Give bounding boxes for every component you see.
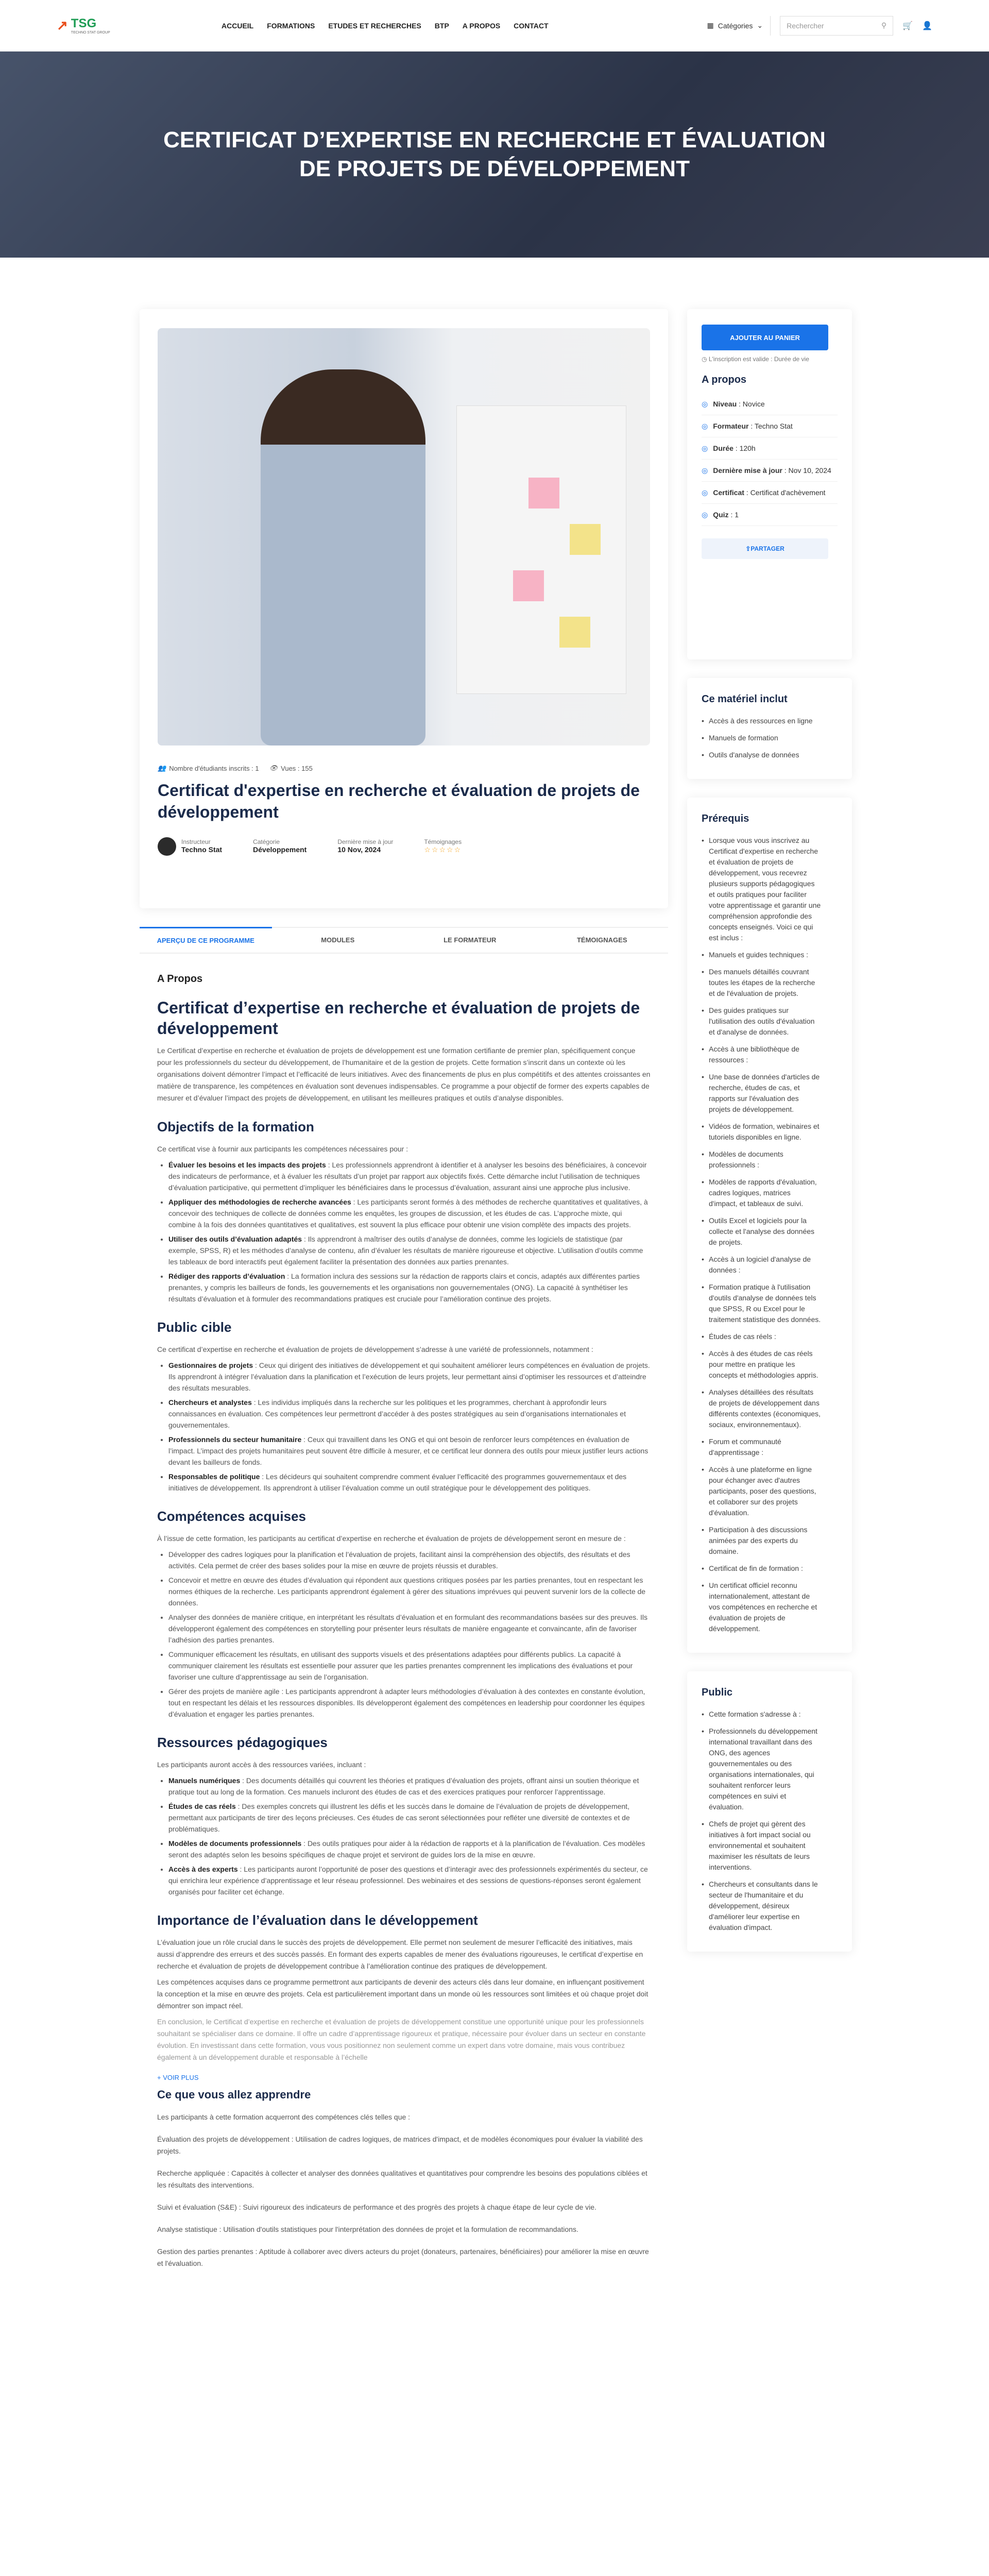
overview-content [140, 954, 668, 2290]
list-item: • Accès à des études de cas réels pour mettre en pratique les concepts et méthodologies appris. [702, 1345, 821, 1384]
list-item: • Chercheurs et consultants dans le secteur de l'humanitaire et du développement, désireux d'améliorer leur expertise en évaluation d'impact. [702, 1876, 821, 1936]
search-input[interactable] [780, 16, 893, 36]
list-item: • Accès à un logiciel d'analyse de données : [702, 1251, 821, 1279]
about-list [702, 393, 838, 526]
clock-icon: ◎ [702, 444, 708, 452]
nav-apropos[interactable]: A PROPOS [462, 21, 501, 30]
learn-item: Gestion des parties prenantes : Aptitude à collaborer avec divers acteurs du projet (donateurs, partenaires, bénéficiaires) pour améliorer la mise en œuvre et l'évaluation. [157, 2247, 649, 2267]
public-list [157, 1360, 651, 1494]
nav-formations[interactable]: FORMATIONS [267, 21, 315, 30]
list-item: • Analyses détaillées des résultats de projets de développement dans différents contextes (économiques, sociaux, environnementaux). [702, 1384, 821, 1433]
categories-label: Catégories [718, 21, 753, 30]
resources-heading: Ressources pédagogiques [157, 1735, 328, 1750]
sticky-note [528, 478, 559, 509]
learn-item: Évaluation des projets de développement : Utilisation de cadres logiques, de matrices d'impact, et de modèles économiques pour évaluer la viabilité des projets. [157, 2135, 643, 2155]
plus-icon: + [157, 2074, 163, 2081]
list-item: • Évaluer les besoins et les impacts des projets : Les professionnels apprendront à identifier et à analyser les besoins des bénéficiaires, à concevoir des indicateurs de performance, et à évaluer les résultats d’un projet par rapport aux objectifs fixés. Cette démarche inclut l’utilisation de techniques d’évaluation participative, qui permettent d’impliquer les bénéficiaires dans le processus d’évaluation, assurant ainsi une approche plus inclusive. [168, 1159, 651, 1193]
add-to-cart-button[interactable]: AJOUTER AU PANIER [702, 325, 828, 350]
resources-intro: Les participants auront accès à des ressources variées, incluant : [157, 1760, 366, 1769]
sticky-note [570, 524, 601, 555]
overview-title: Certificat d’expertise en recherche et évaluation de projets de développement [157, 998, 640, 1038]
updated-value: 10 Nov, 2024 [337, 845, 381, 854]
list-item: • Développer des cadres logiques pour la planification et l’évaluation de projets, facilitant ainsi la compréhension des objectifs, des résultats et des activités. Cela permet de créer des bases solides pour la mise en œuvre de projets réussis et durables. [168, 1549, 651, 1571]
purchase-card [687, 309, 852, 659]
users-icon: 👥 [158, 764, 166, 772]
prereq-heading: Prérequis [702, 813, 749, 824]
presenter-figure [261, 369, 425, 745]
learn-item: Recherche appliquée : Capacités à collecter et analyser des données qualitatives et quantitatives pour comprendre les besoins des populations ciblées et les résultats des interventions. [157, 2169, 647, 2189]
nav-contact[interactable]: CONTACT [514, 21, 549, 30]
competences-heading: Compétences acquises [157, 1509, 306, 1524]
clock-icon: ◷ [702, 355, 709, 363]
resources-list [157, 1775, 651, 1897]
material-card [687, 678, 852, 779]
material-list [702, 713, 838, 764]
list-item: • Accès à une bibliothèque de ressources : [702, 1041, 821, 1069]
certificate-icon: ◎ [702, 488, 708, 497]
importance-heading: Importance de l’évaluation dans le développement [157, 1912, 478, 1928]
list-item: • Outils d'analyse de données [702, 747, 838, 764]
course-tabs [140, 927, 668, 954]
list-item: • Une base de données d'articles de recherche, études de cas, et rapports sur l'évaluation des projets de développement. [702, 1069, 821, 1118]
category-block [253, 838, 306, 855]
views-count: 👁 Vues : 155 [269, 764, 313, 772]
instructor-name: Techno Stat [181, 845, 223, 854]
grid-icon: ▦ [707, 21, 714, 29]
objectives-heading: Objectifs de la formation [157, 1119, 314, 1134]
header-tools [700, 16, 932, 36]
importance-paragraph: L’évaluation joue un rôle crucial dans le succès des projets de développement. Elle permet non seulement de mesurer l’efficacité des initiatives, mais aussi d’apprendre des erreurs et des succès passés. En formant des experts capables de mener des évaluations rigoureuses, le certificat d’expertise en recherche et évaluation de projets de développement contribue à l’amélioration continue des pratiques de développement. [157, 1938, 643, 1970]
course-column [140, 309, 668, 2290]
tab-instructor[interactable]: LE FORMATEUR [444, 936, 497, 944]
list-item: • Manuels de formation [702, 730, 838, 747]
list-item: • Utiliser des outils d’évaluation adaptés : Ils apprendront à maîtriser des outils d’analyse de données, comme les logiciels de statistique (par exemple, SPSS, R) et les méthodes d’analyse de contenu, afin d’évaluer les résultats de manière rigoureuse et objective. L’utilisation d’outils comme les tableaux de bord interactifs peut également faciliter la présentation des données aux parties prenantes. [168, 1233, 651, 1267]
prereq-card [687, 798, 852, 1653]
level-icon: ◎ [702, 400, 708, 408]
list-item: • Analyser des données de manière critique, en interprétant les résultats d’évaluation et en formulant des recommandations basées sur des preuves. Ils développeront également des compétences en storytelling pour présenter leurs résultats de manière engageante et convaincante, afin de favoriser l’adhésion des parties prenantes. [168, 1612, 651, 1646]
section-apropos: A Propos [157, 973, 203, 985]
quiz-icon: ◎ [702, 511, 708, 519]
logo-mark-icon: ↗ [57, 18, 68, 33]
list-item: • Manuels numériques : Des documents détaillés qui couvrent les théories et pratiques d’évaluation des projets, offrant ainsi un soutien théorique et pratique tout au long de la formation. Ces manuels incluront des études de cas et des exercices pratiques pour renforcer l’apprentissage. [168, 1775, 651, 1798]
search-placeholder: Rechercher [787, 21, 824, 30]
prereq-list [702, 832, 821, 1637]
logo[interactable] [57, 16, 221, 35]
learn-heading: Ce que vous allez apprendre [157, 2088, 311, 2101]
main-nav [221, 22, 549, 30]
tab-modules[interactable]: MODULES [321, 936, 355, 944]
learn-intro: Les participants à cette formation acquerront des compétences clés telles que : [157, 2113, 411, 2121]
course-meta [158, 764, 650, 772]
objectives-intro: Ce certificat vise à fournir aux participants les compétences nécessaires pour : [157, 1145, 408, 1153]
category-value: Développement [253, 845, 307, 854]
list-item: • Accès à une plateforme en ligne pour échanger avec d'autres participants, poser des questions, et collaborer sur des projets d'évaluation. [702, 1461, 821, 1521]
category-label: Catégorie [253, 838, 280, 845]
list-item: • Vidéos de formation, webinaires et tutoriels disponibles en ligne. [702, 1118, 821, 1146]
list-item: • Chercheurs et analystes : Les individus impliqués dans la recherche sur les politiques et les programmes, cherchant à approfondir leurs connaissances en évaluation. Ces compétences leur permettront d’accéder à des postes stratégiques au sein d’organisations internationales et gouvernementales. [168, 1397, 651, 1431]
list-item: • Professionnels du secteur humanitaire : Ceux qui travaillent dans les ONG et qui ont besoin de renforcer leurs compétences en évaluation de l’impact. L’impact des projets humanitaires peut souvent être difficile à mesurer, et ce certificat leur donnera des outils pour mieux justifier leurs actions devant les bailleurs de fonds. [168, 1434, 651, 1468]
instructor-block[interactable] [158, 837, 222, 856]
overview-intro: Le Certificat d’expertise en recherche et évaluation de projets de développement est une formation certifiante de premier plan, spécifiquement conçue pour les professionnels du secteur du développement, de l’humanitaire et de la gestion de projets. Cette formation s’inscrit dans un contexte où les organisations doivent démontrer l’impact et l’efficacité de leurs initiatives. Avec des financements de plus en plus compétitifs et des attentes croissantes en matière de transparence, les compétences en évaluation sont devenues indispensables. Ce programme a pour objectif de former des experts capables de mesurer et d’évaluer l’impact des projets de développement, en utilisant les meilleures pratiques et outils d’analyse disponibles. [157, 1046, 651, 1102]
course-title: Certificat d'expertise en recherche et évaluation de projets de développement [158, 781, 640, 821]
public-intro: Ce certificat d’expertise en recherche et évaluation de projets de développement s’adresse à une variété de professionnels, notamment : [157, 1345, 593, 1353]
reviews-block [424, 838, 462, 855]
about-certificate: ◎ Certificat : Certificat d'achèvement [702, 482, 838, 504]
learn-item: Suivi et évaluation (S&E) : Suivi rigoureux des indicateurs de performance et des progrès des projets à chaque étape de leur cycle de vie. [157, 2203, 596, 2211]
search-icon[interactable]: ⚲ [881, 21, 887, 29]
list-item: • Études de cas réels : [702, 1328, 821, 1345]
list-item: • Chefs de projet qui gèrent des initiatives à fort impact social ou environnemental et souhaitent maximiser les résultats de leurs interventions. [702, 1816, 821, 1876]
list-item: • Communiquer efficacement les résultats, en utilisant des supports visuels et des présentations adaptées pour différents publics. La capacité à communiquer clairement les résultats est essentielle pour assurer que les parties prenantes comprennent les implications des évaluations et pour favoriser une culture d’apprentissage au sein de l’organisation. [168, 1649, 651, 1683]
user-icon[interactable]: 👤 [922, 21, 932, 30]
user-icon: ◎ [702, 422, 708, 430]
list-item: • Cette formation s'adresse à : [702, 1706, 821, 1723]
course-info-row [158, 837, 650, 856]
list-item: • Des guides pratiques sur l'utilisation des outils d'évaluation et d'analyse de données. [702, 1002, 821, 1041]
nav-etudes[interactable]: ETUDES ET RECHERCHES [328, 21, 421, 30]
objectives-list [157, 1159, 651, 1304]
updated-label: Dernière mise à jour [337, 838, 394, 845]
avatar [158, 837, 176, 856]
list-item: • Outils Excel et logiciels pour la collecte et l'analyse des données de projets. [702, 1212, 821, 1251]
list-item: • Modèles de documents professionnels : [702, 1146, 821, 1174]
public-heading: Public cible [157, 1319, 232, 1335]
hero-banner [0, 52, 989, 258]
list-item: • Modèles de rapports d'évaluation, cadres logiques, matrices d'impact, et tableaux de suivi. [702, 1174, 821, 1212]
nav-btp[interactable]: BTP [434, 21, 449, 30]
instructor-label: Instructeur [181, 838, 211, 845]
material-heading: Ce matériel inclut [702, 693, 788, 705]
sticky-note [513, 570, 544, 601]
voir-plus-link[interactable]: + VOIR PLUS [157, 2074, 199, 2081]
logo-text: TSG [71, 16, 97, 30]
refresh-icon: ◎ [702, 466, 708, 474]
list-item: • Formation pratique à l'utilisation d'outils d'analyse de données tels que SPSS, R ou Excel pour le traitement statistique des données. [702, 1279, 821, 1328]
list-item: • Lorsque vous vous inscrivez au Certificat d'expertise en recherche et évaluation de projets de développement, vous recevrez plusieurs supports pédagogiques et outils pratiques pour faciliter votre apprentissage et garantir une compréhension approfondie des concepts enseignés. Voici ce qui est inclus : [702, 832, 821, 946]
tab-reviews[interactable]: TÉMOIGNAGES [576, 936, 627, 944]
learn-item: Analyse statistique : Utilisation d'outils statistiques pour l'interprétation des données de projet et la formulation de recommandations. [157, 2225, 578, 2233]
list-item: • Manuels et guides techniques : [702, 946, 821, 963]
list-item: • Appliquer des méthodologies de recherche avancées : Les participants seront formés à des méthodes de recherche quantitatives et qualitatives, à concevoir des techniques de collecte de données comme les enquêtes, les groupes de discussion, et les études de cas. L’approche mixte, qui combine à la fois des données quantitatives et qualitatives, est souvent la plus efficace pour obtenir une vision complète des impacts des projets. [168, 1196, 651, 1230]
site-header [0, 0, 989, 52]
list-item: • Responsables de politique : Les décideurs qui souhaitent comprendre comment évaluer l’efficacité des programmes gouvernementaux et des initiatives de développement. Ils apprendront à utiliser l’évaluation comme un outil stratégique pour le développement des politiques. [168, 1471, 651, 1494]
updated-block [337, 838, 393, 855]
competences-list [157, 1549, 651, 1720]
list-item: • Gérer des projets de manière agile : Les participants apprendront à adapter leurs méthodologies d’évaluation à des contextes en constante évolution, tout en respectant les délais et les ressources disponibles. Ils développeront également des compétences en leadership pour coordonner les équipes d’évaluation et engager les parties prenantes. [168, 1686, 651, 1720]
about-quiz: ◎ Quiz : 1 [702, 504, 838, 526]
list-item: • Accès à des experts : Les participants auront l’opportunité de poser des questions et d’interagir avec des professionnels expérimentés du secteur, ce qui enrichira leur expérience d’apprentissage et leur réseau professionnel. Des webinaires et des sessions de questions-réponses seront également organisés pour faciliter cet échange. [168, 1863, 651, 1897]
list-item: • Un certificat officiel reconnu internationalement, attestant de vos compétences en recherche et évaluation de projets de développement. [702, 1577, 821, 1637]
cart-icon[interactable]: 🛒 [902, 21, 913, 30]
importance-paragraph: Les compétences acquises dans ce programme permettront aux participants de devenir des acteurs clés dans leur domaine, en influençant positivement la conception et la mise en œuvre des projets. Cela est particulièrement important dans un monde où les ressources sont limitées et où chaque projet doit démontrer son impact réel. [157, 1978, 649, 2010]
categories-dropdown[interactable] [700, 16, 771, 36]
list-item: • Forum et communauté d'apprentissage : [702, 1433, 821, 1461]
public-card [687, 1671, 852, 1952]
whiteboard [456, 405, 626, 694]
list-item: • Rédiger des rapports d’évaluation : La formation inclura des sessions sur la rédaction de rapports clairs et concis, adaptés aux différentes parties prenantes, y compris les bailleurs de fonds, les gouvernements et les organisations non gouvernementales (ONG). La capacité à synthétiser les résultats d’évaluation et à formuler des recommandations pratiques est cruciale pour l’amélioration continue des projets. [168, 1270, 651, 1304]
course-header-card [140, 309, 668, 908]
list-item: • Professionnels du développement international travaillant dans des ONG, des agences gouvernementales ou des organisations internationales, qui souhaitent renforcer leurs compétences en suivi et évaluation. [702, 1723, 821, 1816]
page-title: CERTIFICAT D’EXPERTISE EN RECHERCHE ET ÉVALUATION DE PROJETS DE DÉVELOPPEMENT [163, 127, 826, 181]
list-item: • Modèles de documents professionnels : Des outils pratiques pour aider à la rédaction de rapports et à la planification de l’évaluation. Ces modèles seront des adaptés selon les besoins spécifiques de chaque projet et serviront de guides lors de la mise en œuvre. [168, 1838, 651, 1860]
logo-tagline: TECHNO STAT GROUP [71, 31, 110, 35]
course-image [158, 328, 650, 745]
nav-accueil[interactable]: ACCUEIL [221, 21, 254, 30]
list-item: • Études de cas réels : Des exemples concrets qui illustrent les défis et les succès dans le domaine de l’évaluation de projets de développement, permettant aux participants de tirer des leçons précieuses. Ces études de cas seront sélectionnées pour refléter une diversité de contextes et de problématiques. [168, 1801, 651, 1835]
list-item: • Concevoir et mettre en œuvre des études d’évaluation qui répondent aux questions critiques posées par les parties prenantes, tout en respectant les normes éthiques de la recherche. Les participants apprendront également à gérer des situations imprévues qui peuvent survenir lors de la collecte de données. [168, 1574, 651, 1608]
chevron-down-icon: ⌄ [757, 21, 763, 29]
share-icon: ⇪ [745, 545, 751, 552]
about-heading: A propos [702, 374, 747, 385]
about-duration: ◎ Durée : 120h [702, 437, 838, 460]
public-card-list [702, 1706, 821, 1936]
list-item: • Gestionnaires de projets : Ceux qui dirigent des initiatives de développement et qui souhaitent améliorer leurs compétences en évaluation de projets. Ils apprendront à intégrer l’évaluation dans la planification et l’exécution de leurs projets, leur permettant ainsi d’optimiser les ressources et d’atteindre des résultats mesurables. [168, 1360, 651, 1394]
reviews-label: Témoignages [424, 838, 462, 845]
sidebar [687, 309, 852, 1952]
validity-note: ◷ L'inscription est valide : Durée de vie [702, 355, 809, 363]
list-item: • Accès à des ressources en ligne [702, 713, 838, 730]
tab-overview[interactable]: APERÇU DE CE PROGRAMME [140, 927, 272, 953]
students-count: 👥 Nombre d'étudiants inscrits : 1 [158, 764, 259, 772]
eye-icon: 👁 [269, 764, 278, 772]
sticky-note [559, 617, 590, 648]
list-item: • Participation à des discussions animées par des experts du domaine. [702, 1521, 821, 1560]
about-updated: ◎ Dernière mise à jour : Nov 10, 2024 [702, 460, 838, 482]
about-level: ◎ Niveau : Novice [702, 393, 838, 415]
list-item: • Certificat de fin de formation : [702, 1560, 821, 1577]
rating-stars: ☆☆☆☆☆ [424, 845, 462, 854]
competences-intro: À l’issue de cette formation, les participants au certificat d’expertise en recherche et évaluation de projets de développement seront en mesure de : [157, 1534, 626, 1543]
about-formateur: ◎ Formateur : Techno Stat [702, 415, 838, 437]
share-button[interactable]: ⇪ PARTAGER [702, 538, 828, 559]
importance-paragraph: En conclusion, le Certificat d’expertise en recherche et évaluation de projets de développement constitue une opportunité unique pour les professionnels souhaitant se spécialiser dans ce domaine. Il offre un cadre d’apprentissage rigoureux et pratique, nécessaire pour évoluer dans un secteur en constante évolution. En investissant dans cette formation, vous vous positionnez non seulement comme un expert dans votre domaine, mais vous contribuez également à un développement durable et responsable à l’échelle [157, 2018, 646, 2061]
list-item: • Des manuels détaillés couvrant toutes les étapes de la recherche et de l'évaluation de projets. [702, 963, 821, 1002]
public-card-heading: Public [702, 1687, 733, 1698]
